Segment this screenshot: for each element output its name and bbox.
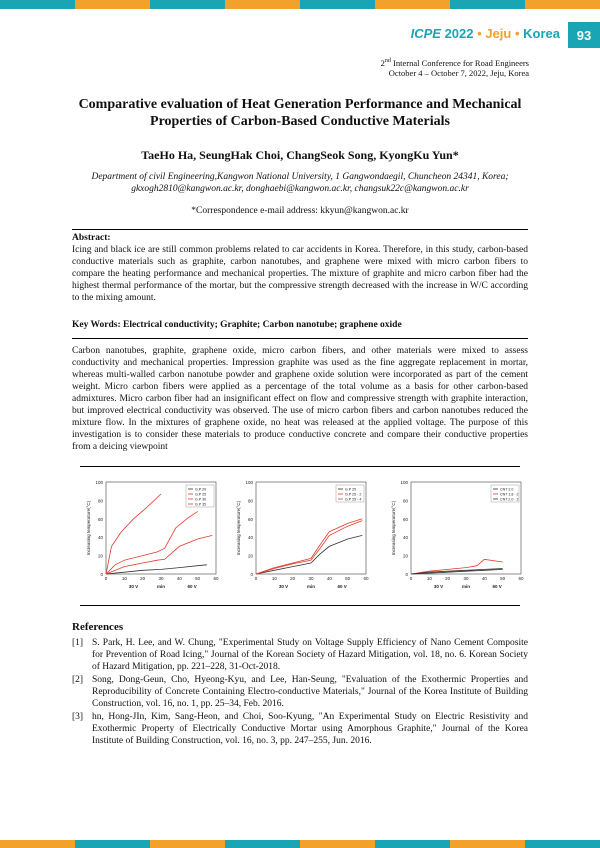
conf-num: 2 (380, 57, 385, 68)
x-tick-label: 50 (500, 576, 506, 581)
legend-label: G.P 30 (195, 497, 207, 502)
x-annotation: 60 V (187, 584, 197, 589)
x-tick-label: 60 (213, 576, 219, 581)
paper-title: Comparative evaluation of Heat Generation Performance and Mechanical Properties of Carbon-Based Conductive Materials (78, 97, 522, 129)
logo-icpe: ICPE (410, 26, 441, 41)
x-tick-label: 50 (195, 576, 201, 581)
x-axis-label: min (461, 584, 471, 589)
y-tick-label: 100 (95, 480, 103, 485)
chart-cnt (387, 474, 532, 598)
correspondence: *Correspondence e-mail address: kkyun@kangwon.ac.kr (191, 206, 409, 216)
y-tick-label: 60 (402, 516, 408, 522)
x-tick-label: 40 (481, 576, 487, 581)
abstract-heading: Abstract: (72, 233, 111, 243)
conf-line1: Internal Conference for Road Engineers (393, 57, 529, 68)
reference-text: Song, Dong-Geun, Cho, Hyeong-Kyu, and Lee, Han-Seung, "Evaluation of the Exothermic Properties and Reproducibility of Concrete Containing Electro-conductive Materials," Journal of the Korea Institute of Building Construction, vol. 16, no. 1, pp. 25–34, Feb. 2016. (92, 675, 528, 709)
x-tick-label: 40 (326, 576, 332, 581)
keywords: Key Words: Electrical conductivity; Graphite; Carbon nanotube; graphene oxide (72, 320, 402, 330)
x-tick-label: 20 (290, 576, 296, 581)
conf-line2: October 4 – October 7, 2022, Jeju, Korea (388, 67, 529, 78)
x-tick-label: 10 (271, 576, 277, 581)
x-tick-label: 60 (518, 576, 524, 581)
x-annotation: 60 V (492, 584, 502, 589)
y-tick-label: 0 (250, 572, 253, 577)
divider (72, 229, 528, 230)
logo-bullet-2: • (514, 26, 520, 41)
y-tick-label: 80 (402, 498, 408, 504)
logo-bullet: • (477, 26, 482, 41)
x-tick-label: 10 (426, 576, 432, 581)
y-axis-label: Increasing temperature(°C) (391, 500, 396, 556)
x-annotation: 60 V (337, 584, 347, 589)
y-tick-label: 80 (97, 498, 103, 504)
y-tick-label: 20 (402, 553, 408, 559)
affiliation-line: Department of civil Engineering,Kangwon National University, 1 Gangwondaegil, Chuncheon 24341, Korea; (91, 172, 509, 182)
reference-item (72, 674, 528, 710)
body-text: Carbon nanotubes, graphite, graphene oxide, micro carbon fibers, and other materials were mixed to assess conductivity and mechanical properties. Impression graphite was used as the fine aggregate replacement in mortar, whereas multi-walled carbon nanotube powder and graphene oxide solution were incorporated as part of the cement weight. Micro carbon fibers were applied as a percentage of the total volume as a basis for other carbon-based admixtures. Micro carbon fiber had an insignificant effect on flow and compressive strength with graphite interaction, but improved electrical conductivity was observed. The use of micro carbon fibers and carbon nanotubes reduced the mixture flow. In the mixtures of graphene oxide, no heat was released at the applied voltage. The purpose of this investigation is to consider these materials to produce conductive concrete and compare their conductive properties from a deicing viewpoint (72, 346, 528, 452)
y-tick-label: 40 (247, 535, 253, 541)
legend-label: CNT 2.0 (500, 487, 514, 492)
y-axis-label: Increasing temperature(°C) (86, 500, 91, 556)
page-number: 93 (568, 22, 600, 48)
x-tick-label: 0 (409, 576, 413, 581)
x-tick-label: 0 (254, 576, 258, 581)
y-tick-label: 60 (97, 516, 103, 522)
x-annotation: 30 V (128, 584, 139, 589)
authors: TaeHo Ha, SeungHak Choi, ChangSeok Song, KyongKu Yun* (141, 148, 459, 162)
affiliation (72, 171, 528, 195)
series-line (106, 494, 161, 574)
x-tick-label: 10 (121, 576, 127, 581)
x-axis-label: min (306, 584, 316, 589)
chart-graphite-fiber (232, 474, 377, 598)
conference-logo (411, 26, 560, 41)
x-tick-label: 60 (363, 576, 369, 581)
conference-info (381, 56, 529, 78)
logo-country: Korea (523, 26, 560, 41)
reference-text: S. Park, H. Lee, and W. Chung, "Experimental Study on Voltage Supply Efficiency of Nano Cement Composite for Prevention of Road Icing," Journal of the Korean Society of Hazard Mitigation, vol. 18, no. 6. Korean Society of Hazard Mitigation, pp. 221–228, 31-Oct-2018. (92, 638, 528, 672)
abstract-text: Icing and black ice are still common problems related to car accidents in Korea. Therefore, in this study, carbon-based conductive materials such as graphite, carbon nanotubes, and graphene were mixed with micro carbon fibers to compare the heating performance and mechanical properties. The mixture of graphite and micro carbon fiber had the highest thermal performance of the mortar, but the compressive strength decreased with the increase in W/C according to the mixing amount. (72, 245, 528, 303)
logo-year: 2022 (444, 26, 474, 41)
y-tick-label: 100 (245, 480, 253, 485)
legend-label: G.P 25 - 4 (345, 497, 362, 502)
x-tick-label: 50 (345, 576, 351, 581)
x-tick-label: 0 (104, 576, 108, 581)
reference-item (72, 711, 528, 747)
legend-label: G.P 25 (195, 492, 207, 497)
figure-bottom-rule (80, 605, 520, 606)
series-line (106, 511, 198, 574)
y-tick-label: 40 (97, 535, 103, 541)
references-list (72, 637, 528, 748)
divider (72, 338, 528, 339)
reference-text: hn, Hong-JIn, Kim, Sang-Heon, and Choi, Soo-Kyung, "An Experimental Study on Electric Resistivity and Exothermic Property of Electrically Conductive Mortar using Amorphous Graphite," Journal of the Korea Institute of Building Construction, vol. 16, no. 3, pp. 247–255, Jun. 2016. (92, 712, 528, 746)
reference-item (72, 637, 528, 673)
y-tick-label: 20 (97, 553, 103, 559)
series-line (106, 535, 212, 574)
x-tick-label: 30 (308, 576, 314, 581)
references-heading: References (72, 621, 124, 633)
y-tick-label: 20 (247, 553, 253, 559)
figure-top-rule (80, 466, 520, 467)
bottom-color-bar (0, 840, 600, 848)
reference-number: [3] (72, 712, 84, 722)
y-tick-label: 100 (400, 480, 408, 485)
conf-sup: nd (384, 58, 391, 64)
legend-label: G.P 35 (195, 502, 207, 507)
x-tick-label: 30 (158, 576, 164, 581)
x-tick-label: 30 (463, 576, 469, 581)
legend-label: G.P 25 (345, 487, 357, 492)
x-annotation: 30 V (278, 584, 289, 589)
legend-label: G.P 20 (195, 487, 207, 492)
y-tick-label: 0 (405, 572, 408, 577)
x-annotation: 30 V (433, 584, 444, 589)
logo-city: Jeju (485, 26, 512, 41)
y-tick-label: 60 (247, 516, 253, 522)
x-axis-label: min (156, 584, 166, 589)
reference-number: [1] (72, 638, 84, 648)
y-tick-label: 40 (402, 535, 408, 541)
legend-label: CNT 2.0 - 2 (500, 497, 519, 502)
top-color-bar (0, 0, 600, 9)
legend-label: G.P 25 - 2 (345, 492, 362, 497)
chart-graphite (82, 474, 227, 598)
y-axis-label: Increasing temperature(°C) (236, 500, 241, 556)
figure-panel (72, 474, 528, 598)
x-tick-label: 20 (445, 576, 451, 581)
series-line (256, 521, 362, 574)
legend-label: CNT 1.8 - 2 (500, 492, 519, 497)
y-tick-label: 0 (100, 572, 103, 577)
author-emails: gkxogh2810@kangwon.ac.kr, donghaebi@kangwon.ac.kr, changsuk22c@kangwon.ac.kr (131, 184, 469, 194)
x-tick-label: 20 (140, 576, 146, 581)
reference-number: [2] (72, 675, 84, 685)
y-tick-label: 80 (247, 498, 253, 504)
series-line (106, 565, 207, 574)
x-tick-label: 40 (176, 576, 182, 581)
